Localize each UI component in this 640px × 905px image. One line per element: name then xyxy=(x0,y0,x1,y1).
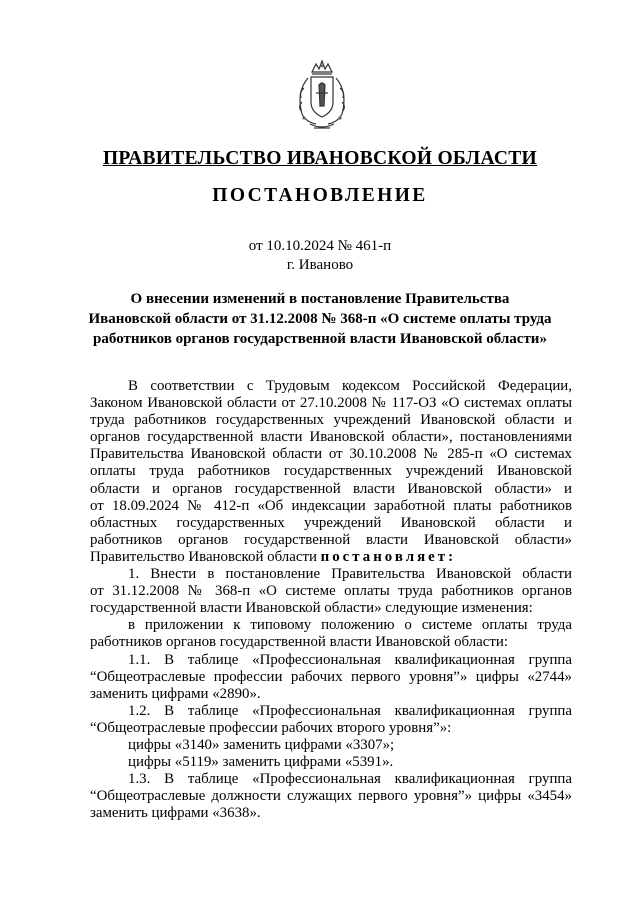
body-line: “Общеотраслевые профессии рабочих первого уровня”» цифры «2744» xyxy=(90,668,572,685)
title-line: О внесении изменений в постановление Правительства xyxy=(130,291,510,307)
body-line: заменить цифрами «2890». xyxy=(90,685,261,702)
title-line: работников органов государственной власти Ивановской области» xyxy=(93,331,547,347)
document-body xyxy=(90,378,572,822)
body-line: В соответствии с Трудовым кодексом Российской Федерации, xyxy=(128,378,572,394)
body-line: областных государственных учреждений Ивановской области и xyxy=(90,514,572,531)
document-title xyxy=(80,289,560,349)
body-line: “Общеотраслевые должности служащих первого уровня”» цифры «3454» xyxy=(90,788,572,805)
city: г. Иваново xyxy=(286,257,354,273)
government-name: ПРАВИТЕЛЬСТВО ИВАНОВСКОЙ ОБЛАСТИ xyxy=(102,148,538,169)
body-line: оплаты труда работников государственных учреждений Ивановской xyxy=(90,463,572,480)
body-line: цифры «3140» заменить цифрами «3307»; xyxy=(128,736,395,753)
preamble-end: Правительство Ивановской области xyxy=(90,548,317,565)
body-line: цифры «5119» заменить цифрами «5391». xyxy=(128,754,394,771)
coat-of-arms-icon xyxy=(292,58,352,132)
body-line: от 31.12.2008 № 368-п «О системе оплаты труда работников органов xyxy=(90,583,572,600)
body-line: 1.2. В таблице «Профессиональная квалификационная группа xyxy=(128,702,572,719)
body-line: труда работников государственных учреждений Ивановской области и xyxy=(90,412,572,429)
date-number: от 10.10.2024 № 461-п xyxy=(248,238,392,254)
body-line: 1.3. В таблице «Профессиональная квалификационная группа xyxy=(128,771,572,788)
body-line: государственной власти Ивановской области» следующие изменения: xyxy=(90,600,533,617)
decree-word: постановляет: xyxy=(320,548,457,565)
title-line: Ивановской области от 31.12.2008 № 368-п «О системе оплаты труда xyxy=(88,311,552,327)
body-line: заменить цифрами «3638». xyxy=(90,805,261,822)
body-line: Законом Ивановской области от 27.10.2008 № 117-ОЗ «О системах оплаты xyxy=(90,395,572,412)
body-line: 1. Внести в постановление Правительства Ивановской области xyxy=(128,566,572,583)
body-line: Правительства Ивановской области от 30.10.2008 № 285-п «О системах xyxy=(90,446,572,463)
body-line: работников органов государственной власти Ивановской области» xyxy=(90,531,572,548)
body-line: 1.1. В таблице «Профессиональная квалификационная группа xyxy=(128,651,572,668)
body-line: в приложении к типовому положению о системе оплаты труда xyxy=(128,617,572,634)
body-line: от 18.09.2024 № 412-п «Об индексации заработной платы работников xyxy=(90,497,572,514)
document-type: ПОСТАНОВЛЕНИЕ xyxy=(212,185,428,206)
body-line: работников органов государственной власти Ивановской области: xyxy=(90,634,508,651)
body-line: области и органов государственной власти Ивановской области» и xyxy=(90,480,572,497)
body-line: “Общеотраслевые профессии рабочих второго уровня”»: xyxy=(90,719,452,736)
body-line: органов государственной власти Ивановской области», постановлениями xyxy=(90,429,572,446)
body-line xyxy=(90,549,572,566)
